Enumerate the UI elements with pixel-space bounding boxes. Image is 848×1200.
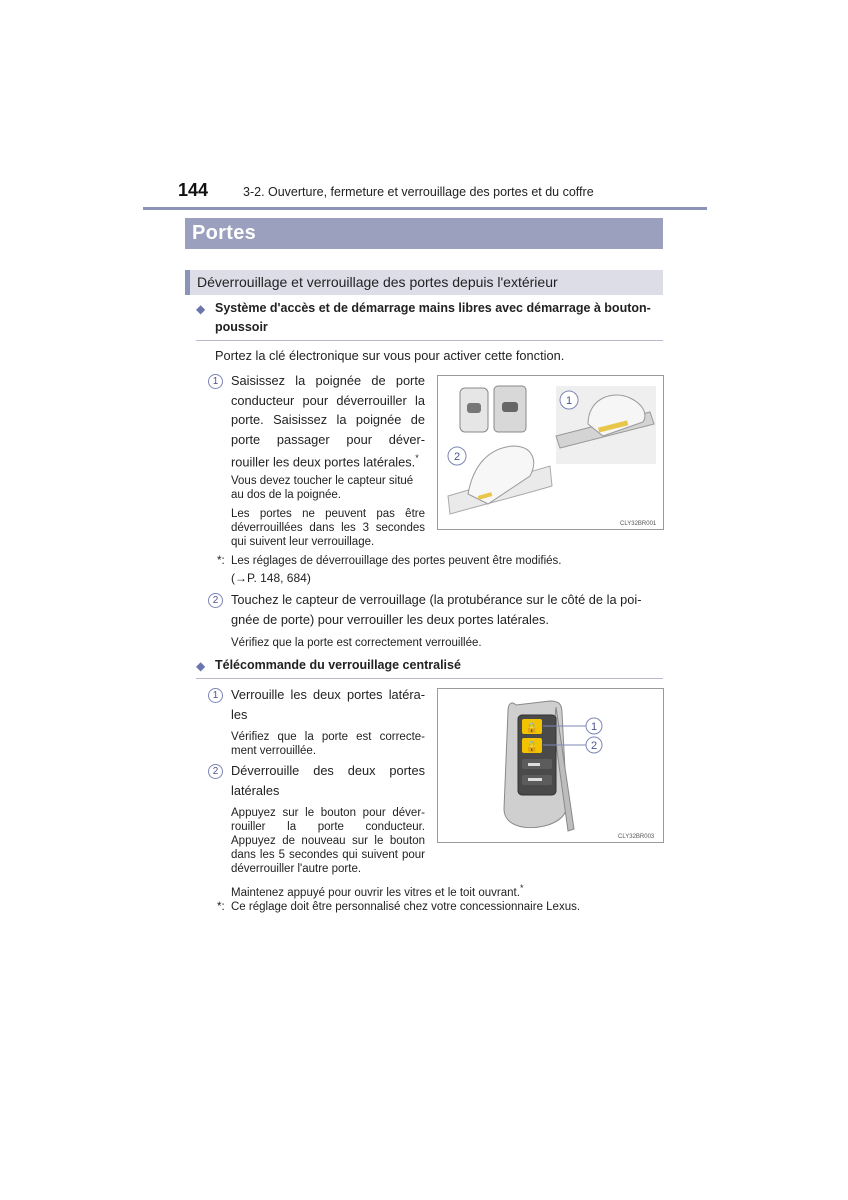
block2-footnote-mark: *:: [217, 901, 225, 913]
unlock-icon: 🔓: [525, 742, 539, 753]
step2-line: gnée de porte) pour verrouiller les deux portes latérales.: [231, 611, 549, 627]
step1-line: Saisissez la poignée de porte: [231, 373, 425, 388]
subsection-title: Déverrouillage et verrouillage des portes depuis l'extérieur: [197, 274, 558, 290]
figure1-code: CLY32BR001: [620, 521, 657, 527]
figure2-code: CLY32BR003: [618, 834, 655, 840]
callout-1-label: 1: [590, 721, 598, 733]
block1-footnote-mark: *:: [217, 555, 225, 567]
remote-step1-number: 1: [208, 688, 223, 703]
lock-icon: 🔒: [525, 723, 539, 734]
callout-2-label: 2: [453, 451, 461, 463]
section-title: Portes: [192, 222, 257, 244]
note-line: qui suivent leur verrouillage.: [231, 536, 375, 548]
block1-step2-text: [231, 590, 663, 629]
note-line: Vérifiez que la porte est correcte-: [231, 731, 425, 743]
remote-step2-line: latérales: [231, 782, 280, 798]
step1-line: porte. Saisissez la poignée de: [231, 412, 425, 427]
door-handle-illustration: [438, 376, 663, 529]
block1-heading-line2: poussoir: [215, 320, 268, 334]
note-line: au dos de la poignée.: [231, 489, 341, 501]
diamond-bullet-icon: ◆: [196, 659, 206, 673]
callout-1-label: 1: [565, 395, 573, 407]
note-line: dans les 5 secondes qui suivent pour: [231, 849, 425, 861]
block1-footnote-line2: (→P. 148, 684): [231, 571, 311, 585]
step1-line: porte passager pour déver-: [231, 431, 425, 447]
note-line: déverrouillées dans les 3 secondes: [231, 522, 425, 534]
trunk-icon: [528, 763, 540, 766]
note-line: déverrouiller l'autre porte.: [231, 863, 362, 875]
block2-heading: Télécommande du verrouillage centralisé: [215, 658, 461, 672]
door-handle-figure: [437, 375, 664, 530]
footnote-star: *: [415, 453, 419, 463]
header-rule: [143, 207, 707, 210]
remote-step2-line: Déverrouille des deux portes: [231, 763, 425, 778]
callout-2-label: 2: [590, 740, 598, 752]
diamond-bullet-icon: ◆: [196, 302, 206, 316]
block2-step2-note: [231, 806, 425, 876]
panic-icon: [528, 778, 542, 781]
note-line: Vous devez toucher le capteur situé: [231, 475, 414, 487]
block2-footnote: Ce réglage doit être personnalisé chez votre concessionnaire Lexus.: [231, 901, 581, 913]
chapter-title: 3-2. Ouverture, fermeture et verrouillage des portes et du coffre: [243, 185, 594, 199]
block1-note2: [231, 507, 425, 549]
note-line: rouiller la porte conducteur.: [231, 821, 425, 833]
block2-step2-text: [231, 761, 425, 800]
block2-step1-note: [231, 730, 425, 758]
key-fob-button: [467, 403, 481, 413]
page-number: 144: [178, 180, 209, 200]
key-fob-button: [502, 402, 518, 412]
block1-step1-text: [231, 371, 425, 472]
step1-line: conducteur pour déverrouiller la: [231, 392, 425, 408]
step1-number: 1: [208, 374, 223, 389]
block1-footnote-line1: Les réglages de déverrouillage des portes peuvent être modifiés.: [231, 555, 562, 567]
block1-heading-line1: Système d'accès et de démarrage mains libres avec démarrage à bouton-: [215, 301, 651, 315]
step2-number: 2: [208, 593, 223, 608]
remote-step2-number: 2: [208, 764, 223, 779]
block1-step2-note: Vérifiez que la porte est correctement verrouillée.: [231, 637, 482, 649]
note-line: ment verrouillée.: [231, 745, 317, 757]
step2-line: Touchez le capteur de verrouillage (la protubérance sur le côté de la poi-: [231, 592, 642, 607]
block2-step2-note-last: [231, 881, 523, 900]
block1-rule: [196, 340, 663, 341]
footnote-star: *: [519, 883, 524, 893]
hand-touch: [468, 446, 534, 504]
remote-step1-line: Verrouille les deux portes latéra-: [231, 687, 425, 702]
remote-key-figure: [437, 688, 664, 843]
section-bar: [185, 218, 663, 249]
block1-note1: [231, 474, 425, 502]
note-line: Maintenez appuyé pour ouvrir les vitres et le toit ouvrant.: [231, 886, 520, 899]
block2-rule: [196, 678, 663, 679]
block2-step1-text: [231, 685, 425, 724]
note-line: Appuyez sur le bouton pour déver-: [231, 807, 425, 819]
block1-intro: Portez la clé électronique sur vous pour activer cette fonction.: [215, 348, 565, 363]
note-line: Les portes ne peuvent pas être: [231, 508, 425, 520]
note-line: Appuyez de nouveau sur le bouton: [231, 835, 425, 847]
step1-line: rouiller les deux portes latérales.: [231, 454, 416, 470]
remote-step1-line: les: [231, 706, 248, 722]
remote-key-illustration: [438, 689, 663, 842]
